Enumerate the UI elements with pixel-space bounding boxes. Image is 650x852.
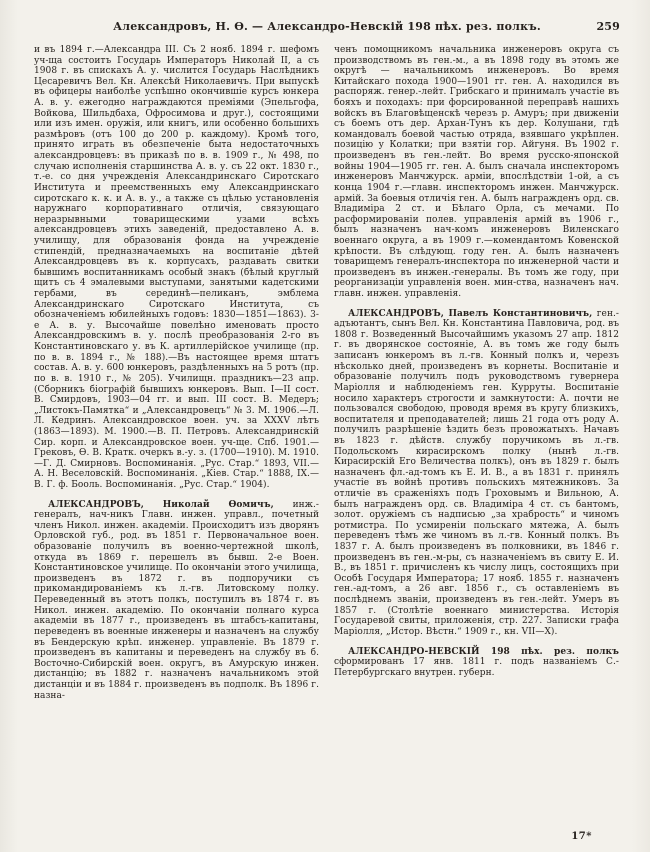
running-header: [34, 20, 620, 36]
running-header-title: Александровъ, Н. Ѳ. — Александро-Невскій 198 пѣх. рез. полкъ.: [113, 20, 541, 33]
entry-heading: АЛЕКСАНДРОВЪ, Павелъ Константиновичъ,: [348, 308, 597, 319]
encyclopedia-entry: АЛЕКСАНДРОВЪ, Николай Ѳомичъ, инж.-генералъ, нач-никъ Главн. инжен. управл., почетный членъ Никол. инжен. академіи. Происходитъ изъ дворянъ Орловской губ., род. въ 1851 г. Первоначальное воен. образованіе получилъ въ военно-чертежной школѣ, откуда въ 1869 г. перешелъ въ бывш. 2-е Воен. Константиновское училище. По окончаніи этого училища, произведенъ въ 1872 г. въ подпоручики съ прикомандированіемъ къ л.-гв. Литовскому полку. Переведенный въ этотъ полкъ, поступилъ въ 1874 г. въ Никол. инжен. академію. По окончаніи полнаго курса академіи въ 1877 г., произведенъ въ штабсъ-капитаны, переведенъ въ военные инженеры и назначенъ на службу въ Бендерскую крѣп. инженер. управленіе. Въ 1879 г. произведенъ въ капитаны и переведенъ на службу въ б. Восточно-Сибирскій воен. округъ, въ Амурскую инжен. дистанцію; въ 1882 г. назначенъ начальникомъ этой дистанціи и въ 1884 г. произведенъ въ подполк. Въ 1896 г. назна-: [34, 499, 319, 701]
text-columns: [34, 45, 620, 701]
left-column: [34, 45, 319, 701]
continuation-paragraph: и въ 1894 г.—Александра III. Съ 2 нояб. 1894 г. шефомъ уч-ща состоитъ Государь Императоръ Николай II, а съ 1908 г. въ спискахъ А. у. числится Государь Наслѣдникъ Цесаревичъ Вел. Кн. Алексѣй Николаевичъ. При выпускѣ въ офицеры наиболѣе успѣшно окончившіе курсъ юнкера А. в. у. ежегодно награждаются преміями (Эпельгофа, Войкова, Шильдбаха, Офросимова и друг.), состоящими или изъ имен. оружія, или книгъ, или особенно большихъ размѣровъ (отъ 100 до 200 р. каждому). Кромѣ того, принято играть въ обезпеченіе быта недостаточныхъ александровцевъ: въ приказѣ по в. в. 1909 г., № 498, по случаю исполненія старшинства А. в. у. съ 22 окт. 1830 г., т.-е. со дня учрежденія Александринскаго Сиротскаго Института и преемственныхъ ему Александринскаго сиротскаго к. к. и А. в. у., а также съ цѣлью установленія наружнаго корпоративнаго отличія, связующаго неразрывными товарищескими узами всѣхъ александровцевъ этихъ заведеній, предоставлено А. в. училищу, для образованія фонда на учрежденіе стипендій, предназначаемыхъ на воспитаніе дѣтей Александровцевъ въ к. корпусахъ, раздавать свитки бывшимъ воспитанникамъ особый знакъ (бѣлый круглый щитъ съ 4 эмалевыми выступами, занятыми кадетскими гербами, въ серединѣ—пеликанъ, эмблема Александринскаго Сиротскаго Института, съ обозначеніемъ юбилейныхъ годовъ: 1830—1851—1863). 3-е А. в. у. Высочайше повелѣно именовать просто Александровскимъ в. у. послѣ преобразованія 2-го въ Константиновскаго у. въ К. артиллерійское училище (пр. по в. в. 1894 г., № 188).—Въ настоящее время штатъ состав. А. в. у. 600 юнкеровъ, раздѣленныхъ на 5 ротъ (пр. по в. в. 1910 г., № 205). Училищн. праздникъ—23 апр. (Сборникъ біографій бывшихъ юнкеровъ. Вып. I—II сост. В. Смирдовъ, 1903—04 гг. и вып. III сост. В. Медеръ; „Листокъ-Памятка“ и „Александровецъ“ № 3. М. 1906.—Л. Л. Кедринъ. Александровское воен. уч. за XXXV лѣтъ (1863—1893). М. 1900.—В. П. Петровъ. Александринскій Сир. корп. и Александровское воен. уч-ще. Спб. 1901.—Грековъ, Ѳ. В. Кратк. очеркъ в.-у. з. (1700—1910). М. 1910.—Г. Д. Смирновъ. Воспоминанія. „Рус. Стар.“ 1893, VII.—А. Н. Веселовскій. Воспоминанія. „Кіев. Стар.“ 1888, IX.—В. Г. ф. Бооль. Воспоминанія. „Рус. Стар.“ 1904).: [34, 45, 319, 490]
encyclopedia-entry: АЛЕКСАНДРО-НЕВСКІЙ 198 пѣх. рез. полкъ сформированъ 17 янв. 1811 г. подъ названіемъ С.-Петербургскаго внутрен. губерн.: [334, 646, 619, 678]
right-column: [334, 45, 619, 701]
continuation-paragraph: ченъ помощникомъ начальника инженеровъ округа съ производствомъ въ ген.-м., а въ 1898 году въ этомъ же округѣ — начальникомъ инженеровъ. Во время Китайскаго похода 1900—1901 гг. ген. А. находился въ распоряж. генер.-лейт. Грибскаго и принималъ участіе въ бояхъ и походахъ: при форсированной переправѣ нашихъ войскъ въ Благовѣщенскѣ черезъ р. Амуръ; при движеніи съ боемъ отъ дер. Архан-Тунъ къ дер. Колушани, гдѣ командовалъ боевой частью отряда, взявшаго укрѣплен. позицію у Колатки; при взятіи гор. Айгуня. Въ 1902 г. произведенъ въ ген.-лейт. Во время русско-японской войны 1904—1905 гг. ген. А. былъ сначала инспекторомъ инженеровъ Манчжурск. арміи, впослѣдствіи 1-ой, а съ конца 1904 г.—главн. инспекторомъ инжен. Манчжурск. армій. За боевыя отличія ген. А. былъ награжденъ орд. св. Владиміра 2 ст. и Бѣлаго Орла, съ мечами. По расформированіи полев. управленія армій въ 1906 г., былъ назначенъ нач-комъ инженеровъ Виленскаго военнаго округа, а въ 1909 г.—комендантомъ Ковенской крѣпости. Въ слѣдующ. году ген. А. былъ назначенъ товарищемъ генералъ-инспектора по инженерной части и произведенъ въ инжен.-генералы. Въ томъ же году, при реорганизаціи управленія воен. мин-ства, назначенъ нач. главн. инжен. управленія.: [334, 45, 619, 300]
entry-heading: АЛЕКСАНДРОВЪ, Николай Ѳомичъ,: [48, 499, 293, 510]
signature-mark: 17*: [571, 831, 592, 842]
encyclopedia-entry: АЛЕКСАНДРОВЪ, Павелъ Константиновичъ, ген.-адъютантъ, сынъ Вел. Кн. Константина Павловича, род. въ 1808 г. Возведенный Высочайшимъ указомъ 27 апр. 1812 г. въ дворянское состояніе, А. въ томъ же году былъ записанъ юнкеромъ въ л.-гв. Конный полкъ и, черезъ нѣсколько дней, произведенъ въ корнеты. Воспитаніе и образованіе получилъ подъ руководствомъ гувернера Маріолля и наблюденіемъ ген. Курруты. Воспитаніе носило характеръ строгости и замкнутости: А. почти не пользовался свободою, проводя время въ кругу близкихъ, воспитателя и преподавателей; лишь 21 года отъ роду А. получилъ разрѣшеніе ѣздить безъ провожатыхъ. Начавъ въ 1823 г. дѣйств. службу поручикомъ въ л.-гв. Подольскомъ кирасирскомъ полку (нынѣ л.-гв. Кирасирскій Его Величества полкъ), онъ въ 1829 г. былъ назначенъ фл.-ад-томъ къ Е. И. В., а въ 1831 г. принялъ участіе въ войнѣ противъ польскихъ мятежниковъ. За отличіе въ сраженіяхъ подъ Гроховымъ и Вильною, А. былъ награжденъ орд. св. Владиміра 4 ст. съ бантомъ, золот. оружіемъ съ надписью „за храбрость“ и чиномъ ротмистра. По усмиреніи польскаго мятежа, А. былъ переведенъ тѣмъ же чиномъ въ л.-гв. Конный полкъ. Въ 1837 г. А. былъ произведенъ въ полковники, въ 1846 г. произведенъ въ ген.-м-ры, съ назначеніемъ въ свиту Е. И. В., въ 1851 г. причисленъ къ числу лицъ, состоящихъ при Особѣ Государя Императора; 17 нояб. 1855 г. назначенъ ген.-ад-томъ, а 26 авг. 1856 г., съ оставленіемъ въ послѣднемъ званіи, произведенъ въ ген.-лейт. Умеръ въ 1857 г. (Столѣтіе военнаго министерства. Исторія Государевой свиты, приложенія, стр. 227. Записки графа Маріолля, „Истор. Вѣстн.“ 1909 г., кн. VII—X).: [334, 308, 619, 637]
entry-heading: АЛЕКСАНДРО-НЕВСКІЙ 198 пѣх. рез. полкъ: [348, 646, 619, 657]
page-number: 259: [596, 20, 620, 33]
